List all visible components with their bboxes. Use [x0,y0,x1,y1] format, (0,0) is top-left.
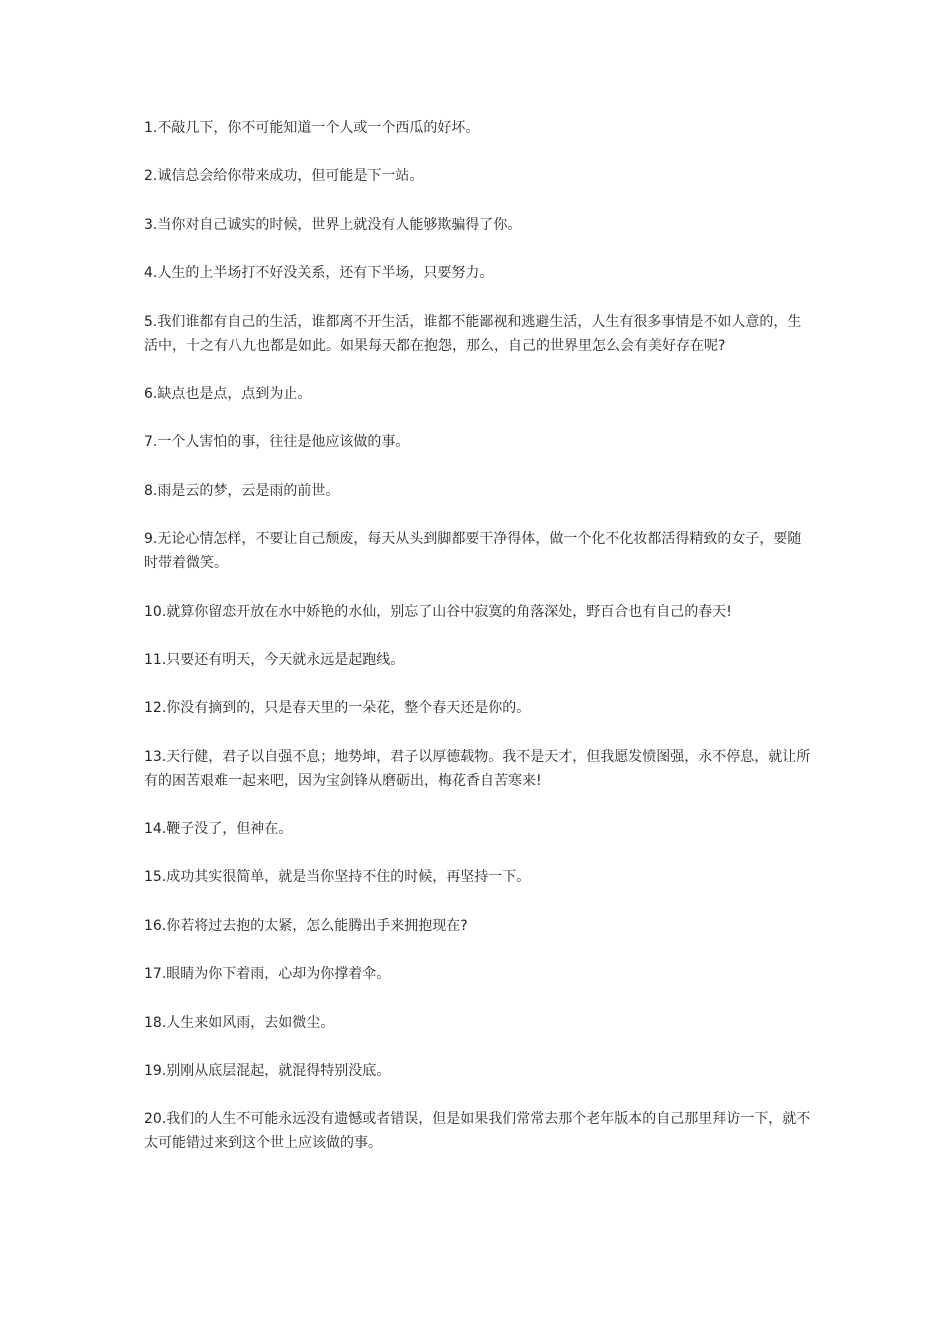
quote-item-15: 15.成功其实很简单，就是当你坚持不住的时候，再坚持一下。 [144,869,531,886]
quote-item-10: 10.就算你留恋开放在水中娇艳的水仙，别忘了山谷中寂寞的角落深处，野百合也有自己的春天! [144,603,732,620]
quote-item-9: 9.无论心情怎样，不要让自己颓废，每天从头到脚都要干净得体，做一个化不化妆都活得精致的女子，要随时带着微笑。 [144,531,802,572]
quote-item-14: 14.鞭子没了，但神在。 [144,821,293,838]
quote-item-18: 18.人生来如风雨，去如微尘。 [144,1014,335,1031]
quote-item-8: 8.雨是云的梦，云是雨的前世。 [144,482,340,499]
quote-item-2: 2.诚信总会给你带来成功，但可能是下一站。 [144,168,424,185]
quote-item-3: 3.当你对自己诚实的时候，世界上就没有人能够欺骗得了你。 [144,216,522,233]
quote-item-6: 6.缺点也是点，点到为止。 [144,385,312,402]
quote-item-5: 5.我们谁都有自己的生活，谁都离不开生活，谁都不能鄙视和逃避生活，人生有很多事情是不如人意的，生活中，十之有八九也都是如此。如果每天都在抱怨，那么，自己的世界里怎么会有美好存在呢? [144,313,802,354]
quote-item-16: 16.你若将过去抱的太紧，怎么能腾出手来拥抱现在? [144,917,468,934]
quote-item-12: 12.你没有摘到的，只是春天里的一朵花，整个春天还是你的。 [144,700,531,717]
quote-item-11: 11.只要还有明天，今天就永远是起跑线。 [144,651,405,668]
quote-item-20: 20.我们的人生不可能永远没有遗憾或者错误，但是如果我们常常去那个老年版本的自己那里拜访一下，就不太可能错过来到这个世上应该做的事。 [144,1111,811,1152]
quote-list [144,116,814,1180]
quote-item-17: 17.眼睛为你下着雨，心却为你撑着伞。 [144,966,391,983]
quote-item-19: 19.别刚从底层混起，就混得特别没底。 [144,1063,391,1080]
quote-item-7: 7.一个人害怕的事，往往是他应该做的事。 [144,434,410,451]
quote-item-13: 13.天行健，君子以自强不息；地势坤，君子以厚德载物。我不是天才，但我愿发愤图强，永不停息，就让所有的困苦艰难一起来吧，因为宝剑锋从磨砺出，梅花香自苦寒来! [144,748,811,789]
quote-item-4: 4.人生的上半场打不好没关系，还有下半场，只要努力。 [144,265,494,282]
quote-item-1: 1.不敲几下，你不可能知道一个人或一个西瓜的好坏。 [144,120,480,136]
